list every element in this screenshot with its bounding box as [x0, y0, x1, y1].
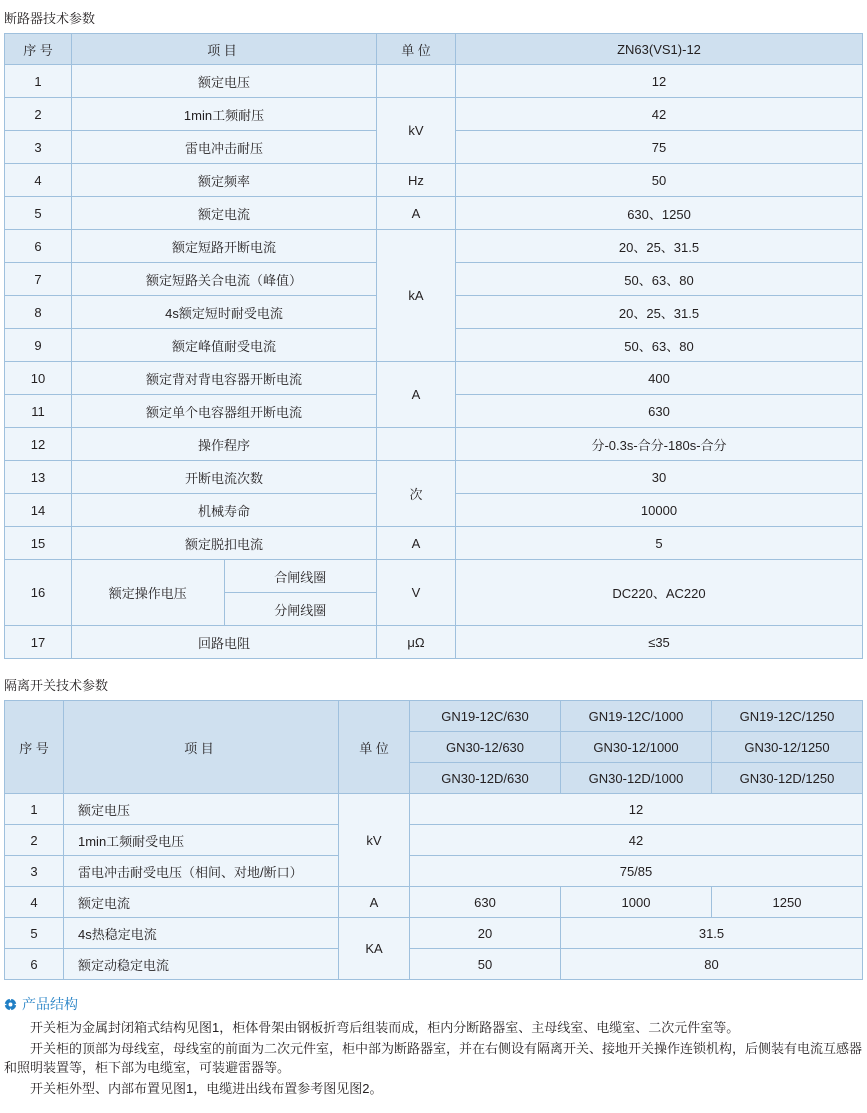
row-index: 11 [5, 395, 72, 428]
row-unit: kA [377, 230, 456, 362]
row-unit: A [339, 887, 410, 918]
table-row [5, 887, 863, 918]
row-value: 1000 [561, 887, 712, 918]
row-value: 50 [410, 949, 561, 980]
table-header-row [5, 701, 863, 732]
row-item: 额定电压 [64, 794, 339, 825]
table-row [5, 461, 863, 494]
row-value: 50、63、80 [456, 329, 863, 362]
row-item: 额定短路开断电流 [72, 230, 377, 263]
row-unit: 次 [377, 461, 456, 527]
header-item: 项 目 [64, 701, 339, 794]
table-row [5, 918, 863, 949]
table-row [5, 428, 863, 461]
structure-paragraph-2: 开关柜的顶部为母线室，母线室的前面为二次元件室，柜中部为断路器室，并在右侧设有隔离开关、接地开关操作连锁机构，后侧装有电流互感器和照明装置等，柜下部为电缆室，可装避雷器等。 [4, 1041, 863, 1075]
header-index: 序 号 [5, 34, 72, 65]
row-unit: V [377, 560, 456, 626]
row-unit: A [377, 527, 456, 560]
row-item: 回路电阻 [72, 626, 377, 659]
table-row [5, 230, 863, 263]
row-item: 额定单个电容器组开断电流 [72, 395, 377, 428]
table-row [5, 197, 863, 230]
row-item: 额定脱扣电流 [72, 527, 377, 560]
row-item: 操作程序 [72, 428, 377, 461]
breaker-table-title: 断路器技术参数 [4, 11, 96, 26]
isolator-table-body [5, 701, 863, 980]
table-row [5, 794, 863, 825]
row-index: 3 [5, 131, 72, 164]
row-item: 1min工频耐压 [72, 98, 377, 131]
row-index: 16 [5, 560, 72, 626]
row-item: 额定电流 [64, 887, 339, 918]
header-model-gn30d-1250: GN30-12D/1250 [712, 763, 863, 794]
row-index: 2 [5, 98, 72, 131]
header-model-gn30d-1000: GN30-12D/1000 [561, 763, 712, 794]
product-structure-section [4, 994, 867, 1098]
breaker-table-head [5, 34, 863, 65]
row-value: 75/85 [410, 856, 863, 887]
row-index: 12 [5, 428, 72, 461]
row-index: 4 [5, 887, 64, 918]
row-index: 6 [5, 230, 72, 263]
row-value: 分-0.3s-合分-180s-合分 [456, 428, 863, 461]
header-model-gn19-1250: GN19-12C/1250 [712, 701, 863, 732]
row-item: 额定电压 [72, 65, 377, 98]
table-row [5, 560, 863, 593]
row-index: 15 [5, 527, 72, 560]
gear-icon [4, 998, 17, 1011]
row-item: 额定动稳定电流 [64, 949, 339, 980]
product-structure-body [4, 1018, 867, 1098]
row-value: 400 [456, 362, 863, 395]
header-unit: 单 位 [377, 34, 456, 65]
row-item: 额定频率 [72, 164, 377, 197]
row-index: 6 [5, 949, 64, 980]
row-value: 1250 [712, 887, 863, 918]
table-row [5, 949, 863, 980]
row-index: 4 [5, 164, 72, 197]
header-model-gn19-630: GN19-12C/630 [410, 701, 561, 732]
row-unit [377, 428, 456, 461]
table-row [5, 825, 863, 856]
row-unit: A [377, 362, 456, 428]
row-index: 9 [5, 329, 72, 362]
row-index: 1 [5, 794, 64, 825]
row-value: 20 [410, 918, 561, 949]
row-value: 75 [456, 131, 863, 164]
row-value: 42 [410, 825, 863, 856]
row-unit: Hz [377, 164, 456, 197]
row-index: 5 [5, 197, 72, 230]
row-item: 开断电流次数 [72, 461, 377, 494]
row-unit [377, 65, 456, 98]
row-item: 额定背对背电容器开断电流 [72, 362, 377, 395]
row-index: 13 [5, 461, 72, 494]
table-header-row [5, 34, 863, 65]
row-value: 20、25、31.5 [456, 230, 863, 263]
row-index: 3 [5, 856, 64, 887]
header-model-gn30d-630: GN30-12D/630 [410, 763, 561, 794]
row-value: DC220、AC220 [456, 560, 863, 626]
row-index: 10 [5, 362, 72, 395]
row-item: 4s热稳定电流 [64, 918, 339, 949]
table-row [5, 65, 863, 98]
row-unit: KA [339, 918, 410, 980]
row-index: 17 [5, 626, 72, 659]
row-value: 10000 [456, 494, 863, 527]
row-value: 80 [561, 949, 863, 980]
row-item: 雷电冲击耐压 [72, 131, 377, 164]
product-structure-heading [4, 994, 867, 1014]
row-index: 1 [5, 65, 72, 98]
table-row [5, 527, 863, 560]
row-item: 额定操作电压 [72, 560, 225, 626]
row-index: 7 [5, 263, 72, 296]
structure-paragraph-3: 开关柜外型、内部布置见图1，电缆进出线布置参考图见图2。 [30, 1081, 383, 1096]
row-item: 额定短路关合电流（峰值） [72, 263, 377, 296]
table-row [5, 98, 863, 131]
header-index: 序 号 [5, 701, 64, 794]
row-value: 630 [410, 887, 561, 918]
breaker-table-body [5, 65, 863, 659]
row-item: 4s额定短时耐受电流 [72, 296, 377, 329]
table-row [5, 164, 863, 197]
header-model-gn30-1250: GN30-12/1250 [712, 732, 863, 763]
row-item: 额定电流 [72, 197, 377, 230]
isolator-table-title: 隔离开关技术参数 [4, 678, 109, 693]
table-row [5, 626, 863, 659]
row-value: 20、25、31.5 [456, 296, 863, 329]
row-unit: kV [339, 794, 410, 887]
row-subitem-open-coil: 分闸线圈 [224, 593, 377, 626]
row-value: 12 [456, 65, 863, 98]
row-value: 50 [456, 164, 863, 197]
page-root [0, 8, 867, 1098]
header-unit: 单 位 [339, 701, 410, 794]
row-value: 5 [456, 527, 863, 560]
row-value: 630 [456, 395, 863, 428]
breaker-spec-table [4, 33, 863, 659]
row-value: 30 [456, 461, 863, 494]
isolator-spec-table [4, 700, 863, 980]
row-index: 14 [5, 494, 72, 527]
row-item: 额定峰值耐受电流 [72, 329, 377, 362]
table-row [5, 856, 863, 887]
row-value: ≤35 [456, 626, 863, 659]
product-structure-title: 产品结构 [22, 996, 78, 1012]
header-model: ZN63(VS1)-12 [456, 34, 863, 65]
row-value: 31.5 [561, 918, 863, 949]
header-model-gn30-1000: GN30-12/1000 [561, 732, 712, 763]
row-value: 630、1250 [456, 197, 863, 230]
row-subitem-close-coil: 合闸线圈 [224, 560, 377, 593]
header-model-gn30-630: GN30-12/630 [410, 732, 561, 763]
row-item: 机械寿命 [72, 494, 377, 527]
row-item: 1min工频耐受电压 [64, 825, 339, 856]
row-index: 8 [5, 296, 72, 329]
row-unit: μΩ [377, 626, 456, 659]
header-item: 项 目 [72, 34, 377, 65]
row-unit: kV [377, 98, 456, 164]
row-value: 42 [456, 98, 863, 131]
header-model-gn19-1000: GN19-12C/1000 [561, 701, 712, 732]
table-row [5, 362, 863, 395]
row-value: 12 [410, 794, 863, 825]
row-index: 2 [5, 825, 64, 856]
row-index: 5 [5, 918, 64, 949]
row-item: 雷电冲击耐受电压（相间、对地/断口） [64, 856, 339, 887]
row-unit: A [377, 197, 456, 230]
structure-paragraph-1: 开关柜为金属封闭箱式结构见图1，柜体骨架由钢板折弯后组装而成，柜内分断路器室、主母线室、电缆室、二次元件室等。 [30, 1020, 740, 1035]
row-value: 50、63、80 [456, 263, 863, 296]
